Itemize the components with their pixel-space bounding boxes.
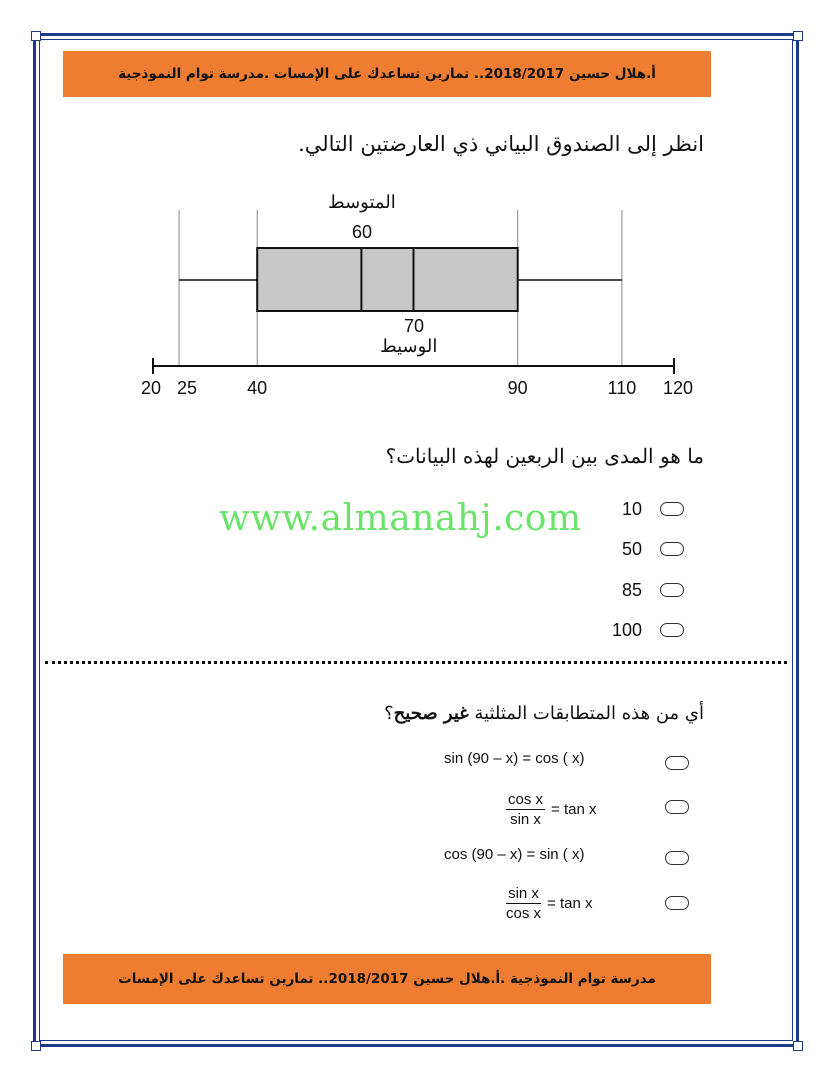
header-text: أ.هلال حسين 2018/2017.. تمارين تساعدك على الإمسات .مدرسة توام النموذجية xyxy=(118,66,656,82)
section-divider xyxy=(45,661,787,664)
radio-button[interactable] xyxy=(660,583,684,597)
median-label: الوسيط xyxy=(380,336,438,357)
fraction-denominator: sin x xyxy=(510,811,541,828)
radio-button[interactable] xyxy=(660,623,684,637)
option-50[interactable] xyxy=(582,535,684,563)
option-85[interactable] xyxy=(582,576,684,604)
option-value: 10 xyxy=(621,498,642,519)
radio-button[interactable] xyxy=(660,502,684,516)
option-100[interactable] xyxy=(582,616,684,644)
option-value: 85 xyxy=(621,579,642,600)
tick-label: 110 xyxy=(607,378,637,398)
identity-option-3[interactable] xyxy=(444,846,584,863)
identity-rhs: = tan x xyxy=(547,895,593,912)
median-value: 70 xyxy=(404,316,425,336)
identity-option-2[interactable] xyxy=(506,792,596,827)
header-banner xyxy=(63,51,711,97)
option-value: 50 xyxy=(621,538,642,559)
question-3-part2: ؟ xyxy=(384,703,394,724)
fraction xyxy=(506,792,545,827)
footer-banner xyxy=(63,954,711,1004)
identity-text: sin (90 – x) = cos ( x) xyxy=(444,750,585,767)
radio-button[interactable] xyxy=(665,756,689,770)
question-3-part1: أي من هذه المتطابقات المثلثية xyxy=(468,703,704,724)
tick-label: 90 xyxy=(507,378,528,398)
tick-label: 25 xyxy=(177,378,198,398)
radio-button[interactable] xyxy=(665,851,689,865)
fraction-denominator: cos x xyxy=(506,905,542,922)
identity-text: cos (90 – x) = sin ( x) xyxy=(444,846,585,863)
fraction xyxy=(506,886,541,921)
watermark: www.almanahj.com xyxy=(219,498,582,539)
footer-text: مدرسة توام النموذجية .أ.هلال حسين 2018/2017.. تمارين تساعدك على الإمسات xyxy=(118,971,656,987)
fraction-numerator: sin x xyxy=(508,885,539,902)
mean-label: المتوسط xyxy=(328,192,396,213)
mean-value: 60 xyxy=(352,222,373,242)
question-3-text xyxy=(384,703,704,724)
question-2-text: ما هو المدى بين الربعين لهذه البيانات؟ xyxy=(385,444,704,468)
tick-label: 40 xyxy=(247,378,268,398)
radio-button[interactable] xyxy=(660,542,684,556)
corner-ornament xyxy=(793,31,803,41)
radio-button[interactable] xyxy=(665,896,689,910)
identity-option-4[interactable] xyxy=(506,886,592,921)
tick-label: 20 xyxy=(140,378,162,398)
tick-label: 120 xyxy=(662,378,694,398)
radio-button[interactable] xyxy=(665,800,689,814)
question-3-emphasis: غير صحيح xyxy=(393,703,469,724)
corner-ornament xyxy=(31,1041,41,1051)
option-value: 100 xyxy=(611,619,642,640)
fraction-numerator: cos x xyxy=(508,791,544,808)
identity-option-1[interactable] xyxy=(444,750,584,767)
identity-rhs: = tan x xyxy=(551,801,597,818)
option-10[interactable] xyxy=(582,495,684,523)
corner-ornament xyxy=(793,1041,803,1051)
corner-ornament xyxy=(31,31,41,41)
question-1-text: انظر إلى الصندوق البياني ذي العارضتين التالي. xyxy=(298,132,704,156)
